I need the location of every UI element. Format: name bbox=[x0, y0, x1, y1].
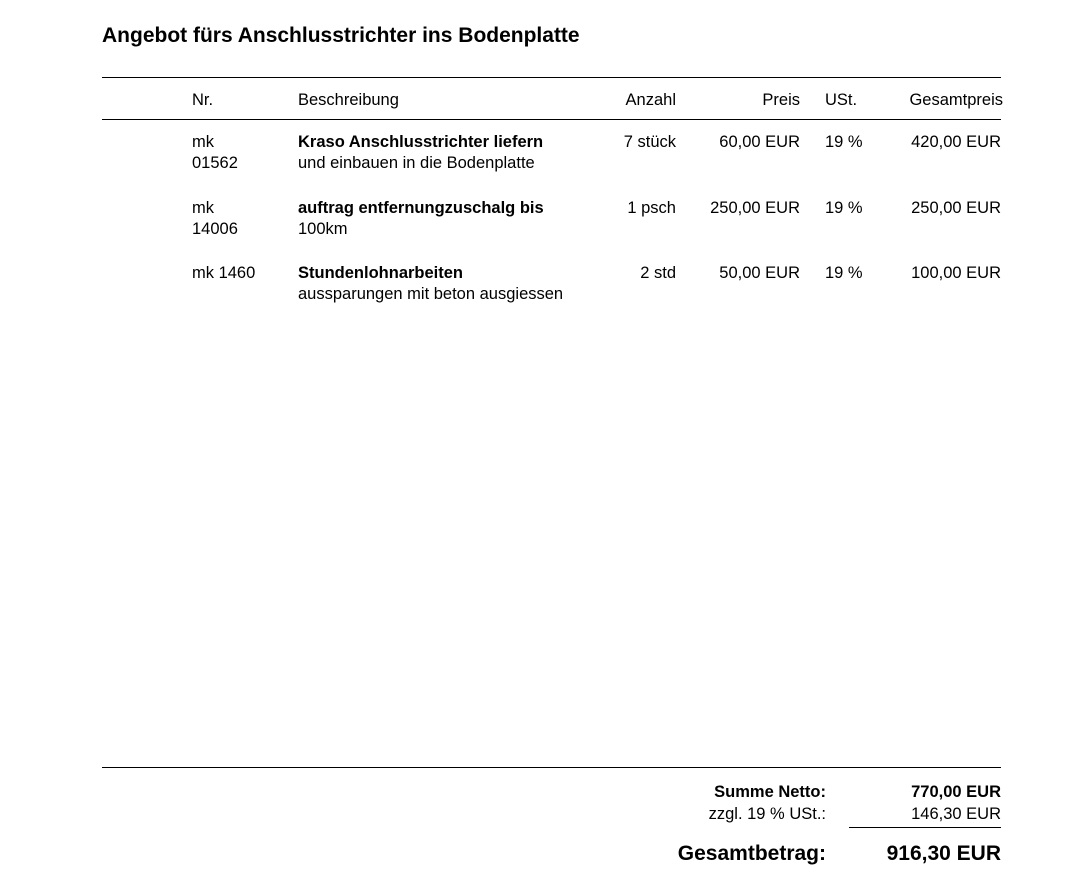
row-description-text: aussparungen mit beton ausgiessen bbox=[298, 285, 564, 303]
row-description bbox=[298, 198, 544, 240]
row-quantity: 7 stück bbox=[623, 133, 676, 151]
row-vat: 19 % bbox=[825, 199, 863, 217]
grand-total-value: 916,30 EUR bbox=[886, 842, 1001, 865]
vat-total-value: 146,30 EUR bbox=[911, 805, 1001, 823]
net-total-label: Summe Netto: bbox=[714, 783, 826, 801]
row-quantity: 2 std bbox=[640, 264, 676, 282]
row-description bbox=[298, 132, 543, 174]
table-header-rule bbox=[102, 119, 1001, 120]
row-price: 250,00 EUR bbox=[710, 199, 800, 217]
row-nr-line1: mk bbox=[192, 133, 214, 151]
table-top-rule bbox=[102, 77, 1001, 78]
row-nr bbox=[192, 132, 238, 174]
header-description: Beschreibung bbox=[298, 91, 399, 109]
row-total: 100,00 EUR bbox=[911, 264, 1001, 282]
header-quantity: Anzahl bbox=[625, 91, 676, 109]
row-total: 250,00 EUR bbox=[911, 199, 1001, 217]
row-nr-line1: mk 1460 bbox=[192, 264, 256, 282]
header-vat: USt. bbox=[825, 91, 858, 109]
row-nr bbox=[192, 198, 238, 240]
row-description-text: 100km bbox=[298, 220, 348, 238]
row-description bbox=[298, 263, 563, 305]
header-price: Preis bbox=[762, 91, 800, 109]
row-title: Stundenlohnarbeiten bbox=[298, 264, 463, 282]
row-vat: 19 % bbox=[825, 133, 863, 151]
row-title: Kraso Anschlusstrichter liefern bbox=[298, 133, 544, 151]
row-quantity: 1 psch bbox=[627, 199, 676, 217]
row-nr bbox=[192, 263, 255, 284]
document-title: Angebot fürs Anschlusstrichter ins Bodenplatte bbox=[102, 24, 580, 47]
header-total: Gesamtpreis bbox=[909, 91, 1003, 109]
vat-total-label: zzgl. 19 % USt.: bbox=[708, 805, 826, 823]
row-description-text: und einbauen in die Bodenplatte bbox=[298, 154, 535, 172]
row-price: 50,00 EUR bbox=[719, 264, 800, 282]
sum-rule bbox=[849, 827, 1001, 828]
table-footer-rule bbox=[102, 767, 1001, 768]
header-nr: Nr. bbox=[192, 91, 214, 109]
row-vat: 19 % bbox=[825, 264, 863, 282]
grand-total-label: Gesamtbetrag: bbox=[677, 842, 826, 865]
row-nr-line2: 14006 bbox=[192, 220, 238, 238]
row-total: 420,00 EUR bbox=[911, 133, 1001, 151]
net-total-value: 770,00 EUR bbox=[911, 783, 1001, 801]
row-price: 60,00 EUR bbox=[719, 133, 800, 151]
row-nr-line1: mk bbox=[192, 199, 214, 217]
row-nr-line2: 01562 bbox=[192, 154, 238, 172]
row-title: auftrag entfernungzuschalg bis bbox=[298, 199, 544, 217]
